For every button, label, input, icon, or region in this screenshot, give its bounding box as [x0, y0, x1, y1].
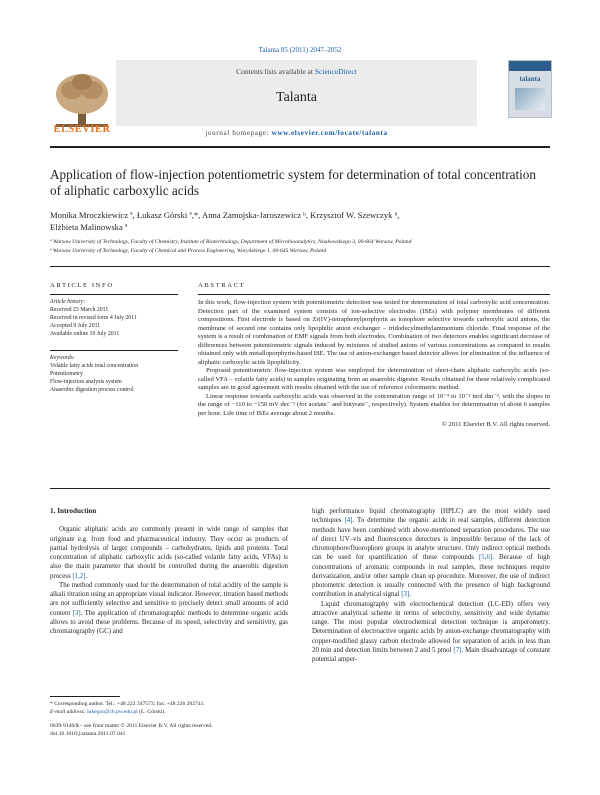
- intro-r1-end: .: [409, 591, 411, 599]
- issn-line: 0039-9140/$ – see front matter © 2011 Elsevier B.V. All rights reserved.: [50, 723, 213, 729]
- abstract-bottom-divider: [50, 488, 550, 489]
- header-divider: [50, 146, 550, 148]
- keyword-item[interactable]: Volatile fatty acids total concentration: [50, 363, 139, 369]
- intro-p2-end: . The application of chromatographic methods to determine organic acids allows to avoid these problems. Because of its speed, selectivity and sensitivity, gas chromatography (GC) and: [50, 609, 288, 635]
- intro-p2-text: The method commonly used for the determination of total acidity of the sample is alkali titration using an appropriate visual indicator. However, titration based methods are not sufficiently selective and sensitive to precisely detect small amounts of acid content: [50, 581, 288, 617]
- publisher-name: ELSEVIER: [53, 124, 111, 135]
- citation-link[interactable]: [5,6]: [479, 554, 493, 562]
- journal-title: Talanta: [276, 90, 317, 105]
- intro-p1-end: .: [85, 572, 88, 580]
- sciencedirect-link[interactable]: ScienceDirect: [314, 67, 357, 76]
- journal-reference[interactable]: Talanta 85 (2011) 2047–2052: [258, 46, 342, 54]
- abstract-paragraph-2: Proposed potentiometric flow-injection system was employed for determination of short-chain aliphatic carboxylic acids (so-called VFA – volatile fatty acids) in samples originating from an anaerobic digester. Results obtained for these relatively complicated samples are in good agreement with results obtained with the use of reference colorimetric method.: [198, 367, 550, 391]
- article-history: [50, 298, 178, 338]
- intro-r2-text: Liquid chromatography with electrochemical detection (LC-ED) offers very attractive analytical scheme in terms of selectivity, sensitivity and wide dynamic range. The most popular electrochemical detection technique is amperometry. Determination of electroactive organic acids by anion-exchange chromatography with copper-modified glassy carbon electrode allowed for separation of acids in less than 20 min and detection limits between 2 and 5 pmol: [312, 600, 550, 654]
- intro-r1-text-b: . To determine the organic acids in real samples, different detection methods have been combined with above-mentioned separation procedures. The use of direct UV–vis and fluorescence detectors is impossible because of the lack of chromophore/fluorophore groups in analyte structure. Only indirect optical methods can be used for quantification of these compounds: [312, 517, 550, 562]
- article-title: Application of flow-injection potentiometric system for determination of total concentration of aliphatic carboxylic acids: [50, 167, 536, 198]
- authors-line-2[interactable]: Elżbieta Malinowska ª: [50, 222, 128, 232]
- intro-p1-text: Organic aliphatic acids are commonly present in wide range of samples that originate e.g. from food and pharmaceutical industry. They occur as products of partial hydrolysis of larger compounds – carbohydrates, lipids and proteins. Total concentration of aliphatic carboxylic acids (so-called volatile fatty acids, VFAs) is also the main parameter that should be controlled during the anaerobic digestion process: [50, 526, 288, 580]
- abstract-heading: ABSTRACT: [198, 282, 246, 289]
- authors-line-1[interactable]: Monika Mroczkiewicz ª, Łukasz Górski ª,*, Anna Zamojska-Jaroszewicz ᵇ, Krzysztof W. Szewczyk ᵇ,: [50, 210, 400, 220]
- intro-r2-end: . Main disadvantage of constant potential amper-: [312, 646, 550, 663]
- corresponding-author: * Corresponding author. Tel.: +48 222 347573; fax: +48 226 282741.: [50, 701, 205, 707]
- article-info-divider: [50, 294, 178, 295]
- abstract-paragraph-3: Linear response towards carboxylic acids was observed in the concentration range of 10⁻⁴ to 10⁻² mol dm⁻³, with the slopes in the range of −110 to −150 mV dec⁻¹ (for acetate⁻ and butyrate⁻, respectively). System enables for determination of about 6 samples per hour. Life time of ISEs average about 2 months.: [198, 392, 550, 417]
- citation-link[interactable]: [4]: [344, 517, 353, 525]
- cover-band: [509, 61, 551, 71]
- affiliation-a: ª Warsaw University of Technology, Faculty of Chemistry, Institute of Biotechnology, Department of Microbioanalytics, Noakowskiego 3, 00-664 Warsaw, Poland: [50, 239, 412, 245]
- history-received: Received 23 March 2011: [50, 307, 109, 313]
- homepage-link[interactable]: www.elsevier.com/locate/talanta: [271, 129, 388, 137]
- intro-r1-text-c: . Because of high concentrations of aromatic compounds in real samples, these techniques require derivatization, and/or other sample clean up procedure. Moreover, the use of indirect photometric detection is usually connected with the presence of high background contribution in analytical signal: [312, 554, 550, 599]
- keyword-item[interactable]: Potentiometry: [50, 371, 83, 377]
- introduction-heading: 1. Introduction: [50, 507, 97, 515]
- email-label: E-mail address:: [50, 709, 88, 715]
- keyword-item[interactable]: Flow-injection analysis system: [50, 379, 122, 385]
- history-accepted: Accepted 9 July 2011: [50, 323, 101, 329]
- homepage-prefix: journal homepage:: [205, 129, 272, 137]
- journal-header-box: [116, 60, 477, 126]
- history-revised: Received in revised form 4 July 2011: [50, 315, 137, 321]
- abstract-paragraph-1: In this work, flow-injection system with potentiometric detection was tested for determination of total carboxylic acid concentration. Detection part of the examined system consists of ion-selective electrodes (ISEs) with polymer membranes of different compositions. First electrode is based on Zr(IV)-tetraphenylporphyrin as ionophore selective towards carboxylic acid anions, the membrane of second one contains only lipophilic anion exchanger – tridodecylmethylammonium chloride. Final response of the system is a result of combination of EMF signals from both electrodes. Combination of two detectors enables significant decrease of differences between potentiometric signals induced by mixtures of studied anions of various concentrations as compared to results obtained only with metalloporphyrin-based ISE. The use of anion-exchanger based detector allows for elimination of the influence of aliphatic carboxylic acids lipophilicity.: [198, 299, 550, 366]
- cover-title: talanta: [519, 75, 541, 83]
- doi-link[interactable]: doi:10.1016/j.talanta.2011.07.041: [50, 731, 126, 737]
- email-suffix: (Ł. Górski).: [137, 709, 166, 715]
- citation-link[interactable]: [3]: [72, 609, 81, 617]
- keywords-divider: [50, 350, 178, 351]
- keyword-item[interactable]: Anaerobic digestion process control: [50, 387, 134, 393]
- history-label: Article history:: [50, 299, 86, 305]
- abstract-body: [198, 299, 550, 430]
- journal-cover-thumbnail: [508, 60, 552, 118]
- author-list: [50, 209, 550, 233]
- body-right-column: [312, 507, 550, 664]
- body-left-column: [50, 507, 288, 636]
- citation-link[interactable]: [7]: [453, 646, 462, 654]
- affiliations: [50, 238, 550, 255]
- intro-r1-text: high performance liquid chromatography (HPLC) are the most widely used techniques: [312, 508, 550, 525]
- abstract-divider: [198, 294, 550, 295]
- footnotes: [50, 700, 310, 738]
- article-info-heading: ARTICLE INFO: [50, 282, 114, 289]
- history-online: Available online 19 July 2011: [50, 331, 120, 337]
- email-link[interactable]: lukegor@ch.pw.edu.pl: [87, 709, 138, 715]
- affiliation-divider: [50, 266, 550, 267]
- footnote-divider: [50, 696, 120, 697]
- citation-link[interactable]: [3]: [401, 591, 410, 599]
- journal-homepage: [116, 126, 477, 138]
- keywords-label: Keywords:: [50, 355, 75, 361]
- affiliation-b: ᵇ Warsaw University of Technology, Faculty of Chemical and Process Engineering, Waryńskiego 1, 00-645 Warsaw, Poland: [50, 247, 327, 254]
- contents-line: [116, 67, 477, 76]
- copyright-notice: © 2011 Elsevier B.V. All rights reserved.: [441, 421, 550, 428]
- citation-link[interactable]: [1,2]: [72, 572, 86, 580]
- contents-prefix: Contents lists available at: [236, 67, 315, 76]
- email-line: [50, 708, 310, 716]
- cover-image: [515, 88, 545, 110]
- journal-banner: [50, 60, 550, 142]
- keywords: [50, 354, 178, 394]
